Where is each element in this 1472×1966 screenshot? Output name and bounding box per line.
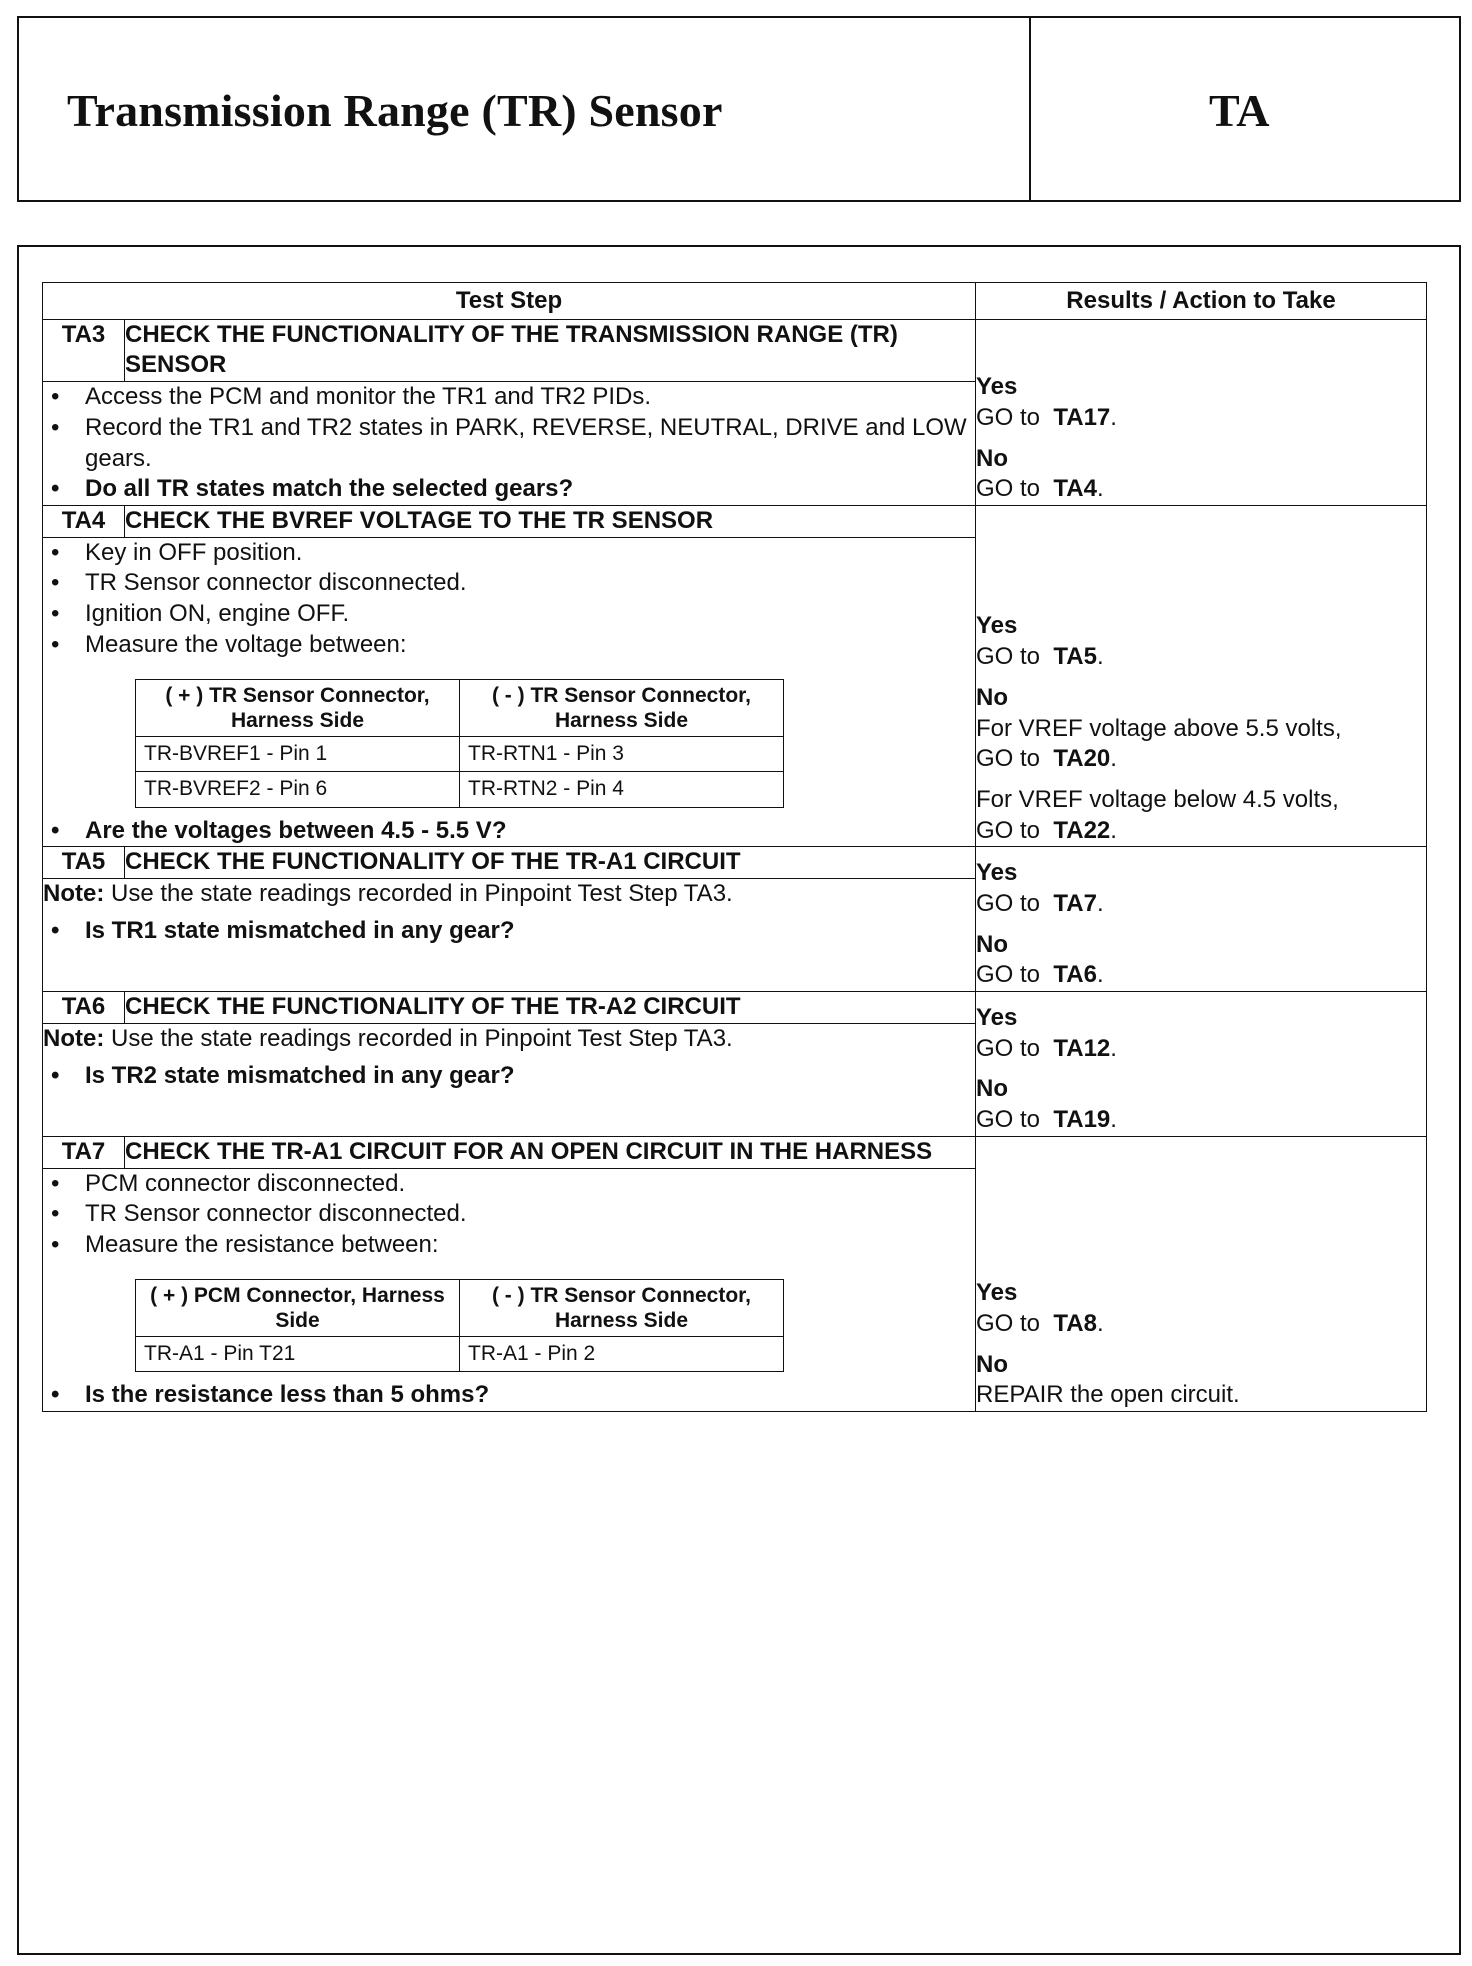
- step-body: [43, 879, 976, 992]
- bullet-item: • Access the PCM and monitor the TR1 and TR2 PIDs.: [43, 382, 975, 413]
- test-step-table: [42, 282, 1427, 1412]
- step-question: • Do all TR states match the selected gears?: [43, 474, 975, 505]
- result-yes-label: Yes: [976, 612, 1018, 640]
- goto-target: TA17: [1053, 403, 1111, 431]
- section-code: TA: [1209, 85, 1270, 136]
- measurement-header-negative: ( - ) TR Sensor Connector, Harness Side: [460, 1279, 784, 1336]
- goto-target: TA6: [1053, 961, 1097, 989]
- bullet-item: • TR Sensor connector disconnected.: [43, 1199, 975, 1230]
- result-no-action: GO to TA4.: [976, 475, 1104, 503]
- step-note: [43, 879, 975, 910]
- result-no-action: GO to TA22.: [976, 816, 1117, 844]
- step-results: [976, 992, 1427, 1137]
- table-row: [136, 1337, 784, 1372]
- bullet-item: • PCM connector disconnected.: [43, 1169, 975, 1200]
- table-cell: TR-A1 - Pin T21: [136, 1337, 460, 1372]
- measurement-header-positive: ( + ) TR Sensor Connector, Harness Side: [136, 679, 460, 736]
- result-no-label: No: [976, 1075, 1008, 1103]
- step-results: [976, 506, 1427, 847]
- result-yes-action: GO to TA5.: [976, 643, 1104, 671]
- step-title: CHECK THE FUNCTIONALITY OF THE TR-A2 CIRCUIT: [125, 992, 976, 1024]
- step-title: CHECK THE TR-A1 CIRCUIT FOR AN OPEN CIRCUIT IN THE HARNESS: [125, 1136, 976, 1168]
- step-question: • Is TR2 state mismatched in any gear?: [43, 1061, 975, 1092]
- table-cell: TR-BVREF1 - Pin 1: [136, 737, 460, 772]
- step-results: [976, 847, 1427, 992]
- step-question: • Is the resistance less than 5 ohms?: [43, 1380, 975, 1411]
- table-header-row: [43, 283, 1427, 320]
- result-no-action: GO to TA20.: [976, 745, 1117, 773]
- result-yes-label: Yes: [976, 1003, 1018, 1031]
- step-results: [976, 319, 1427, 505]
- measurement-header-positive: ( + ) PCM Connector, Harness Side: [136, 1279, 460, 1336]
- goto-target: TA19: [1053, 1106, 1111, 1134]
- result-yes-label: Yes: [976, 859, 1018, 887]
- table-cell: TR-RTN2 - Pin 4: [460, 772, 784, 807]
- goto-target: TA22: [1053, 816, 1111, 844]
- step-question: • Are the voltages between 4.5 - 5.5 V?: [43, 816, 975, 847]
- result-no-condition: For VREF voltage below 4.5 volts,: [976, 785, 1339, 813]
- note-label: Note:: [43, 880, 105, 908]
- step-title-row: [43, 992, 1427, 1024]
- goto-target: TA12: [1053, 1034, 1111, 1062]
- goto-target: TA7: [1053, 889, 1097, 917]
- goto-target: TA20: [1053, 745, 1111, 773]
- step-id: TA7: [43, 1136, 125, 1168]
- result-yes-action: GO to TA17.: [976, 403, 1117, 431]
- step-title-row: [43, 319, 1427, 381]
- step-body: [43, 1023, 976, 1136]
- step-body: [43, 1168, 976, 1412]
- result-yes-action: GO to TA12.: [976, 1034, 1117, 1062]
- result-no-label: No: [976, 444, 1008, 472]
- page-header: [17, 16, 1461, 202]
- step-id: TA4: [43, 506, 125, 538]
- table-cell: TR-BVREF2 - Pin 6: [136, 772, 460, 807]
- goto-target: TA4: [1053, 475, 1097, 503]
- header-divider: [1029, 18, 1031, 200]
- results-header: Results / Action to Take: [976, 283, 1427, 320]
- note-text: Use the state readings recorded in Pinpoint Test Step TA3.: [111, 1024, 733, 1052]
- bullet-item: • Measure the voltage between:: [43, 630, 975, 661]
- bullet-item: • Record the TR1 and TR2 states in PARK, REVERSE, NEUTRAL, DRIVE and LOW gears.: [43, 413, 975, 474]
- table-cell: TR-A1 - Pin 2: [460, 1337, 784, 1372]
- bullet-item: • Measure the resistance between:: [43, 1230, 975, 1261]
- step-id: TA6: [43, 992, 125, 1024]
- step-results: [976, 1136, 1427, 1411]
- result-yes-action: GO to TA7.: [976, 889, 1104, 917]
- result-no-label: No: [976, 683, 1008, 711]
- table-row: [136, 772, 784, 807]
- note-label: Note:: [43, 1024, 105, 1052]
- step-note: [43, 1024, 975, 1055]
- result-no-condition: For VREF voltage above 5.5 volts,: [976, 714, 1342, 742]
- step-title-row: [43, 847, 1427, 879]
- step-title: CHECK THE FUNCTIONALITY OF THE TR-A1 CIRCUIT: [125, 847, 976, 879]
- measurement-header-negative: ( - ) TR Sensor Connector, Harness Side: [460, 679, 784, 736]
- result-no-label: No: [976, 930, 1008, 958]
- result-no-action: REPAIR the open circuit.: [976, 1381, 1240, 1409]
- note-text: Use the state readings recorded in Pinpoint Test Step TA3.: [111, 880, 733, 908]
- result-no-action: GO to TA19.: [976, 1106, 1117, 1134]
- step-body: [43, 537, 976, 847]
- step-title-row: [43, 1136, 1427, 1168]
- table-cell: TR-RTN1 - Pin 3: [460, 737, 784, 772]
- step-id: TA5: [43, 847, 125, 879]
- step-id: TA3: [43, 319, 125, 381]
- page-title: Transmission Range (TR) Sensor: [67, 85, 723, 136]
- result-yes-action: GO to TA8.: [976, 1310, 1104, 1337]
- step-title: CHECK THE FUNCTIONALITY OF THE TRANSMISSION RANGE (TR) SENSOR: [125, 319, 976, 381]
- goto-target: TA8: [1053, 1310, 1097, 1337]
- result-yes-label: Yes: [976, 1279, 1018, 1307]
- measurement-table: [135, 679, 784, 808]
- step-question: • Is TR1 state mismatched in any gear?: [43, 916, 975, 947]
- result-yes-label: Yes: [976, 373, 1018, 401]
- result-no-label: No: [976, 1350, 1008, 1378]
- step-title: CHECK THE BVREF VOLTAGE TO THE TR SENSOR: [125, 506, 976, 538]
- goto-target: TA5: [1053, 643, 1097, 671]
- step-title-row: [43, 506, 1427, 538]
- test-step-header: Test Step: [43, 283, 976, 320]
- step-body: [43, 382, 976, 506]
- bullet-item: • Key in OFF position.: [43, 538, 975, 569]
- measurement-table: [135, 1279, 784, 1373]
- result-no-action: GO to TA6.: [976, 961, 1104, 989]
- bullet-item: • Ignition ON, engine OFF.: [43, 599, 975, 630]
- bullet-item: • TR Sensor connector disconnected.: [43, 568, 975, 599]
- table-row: [136, 737, 784, 772]
